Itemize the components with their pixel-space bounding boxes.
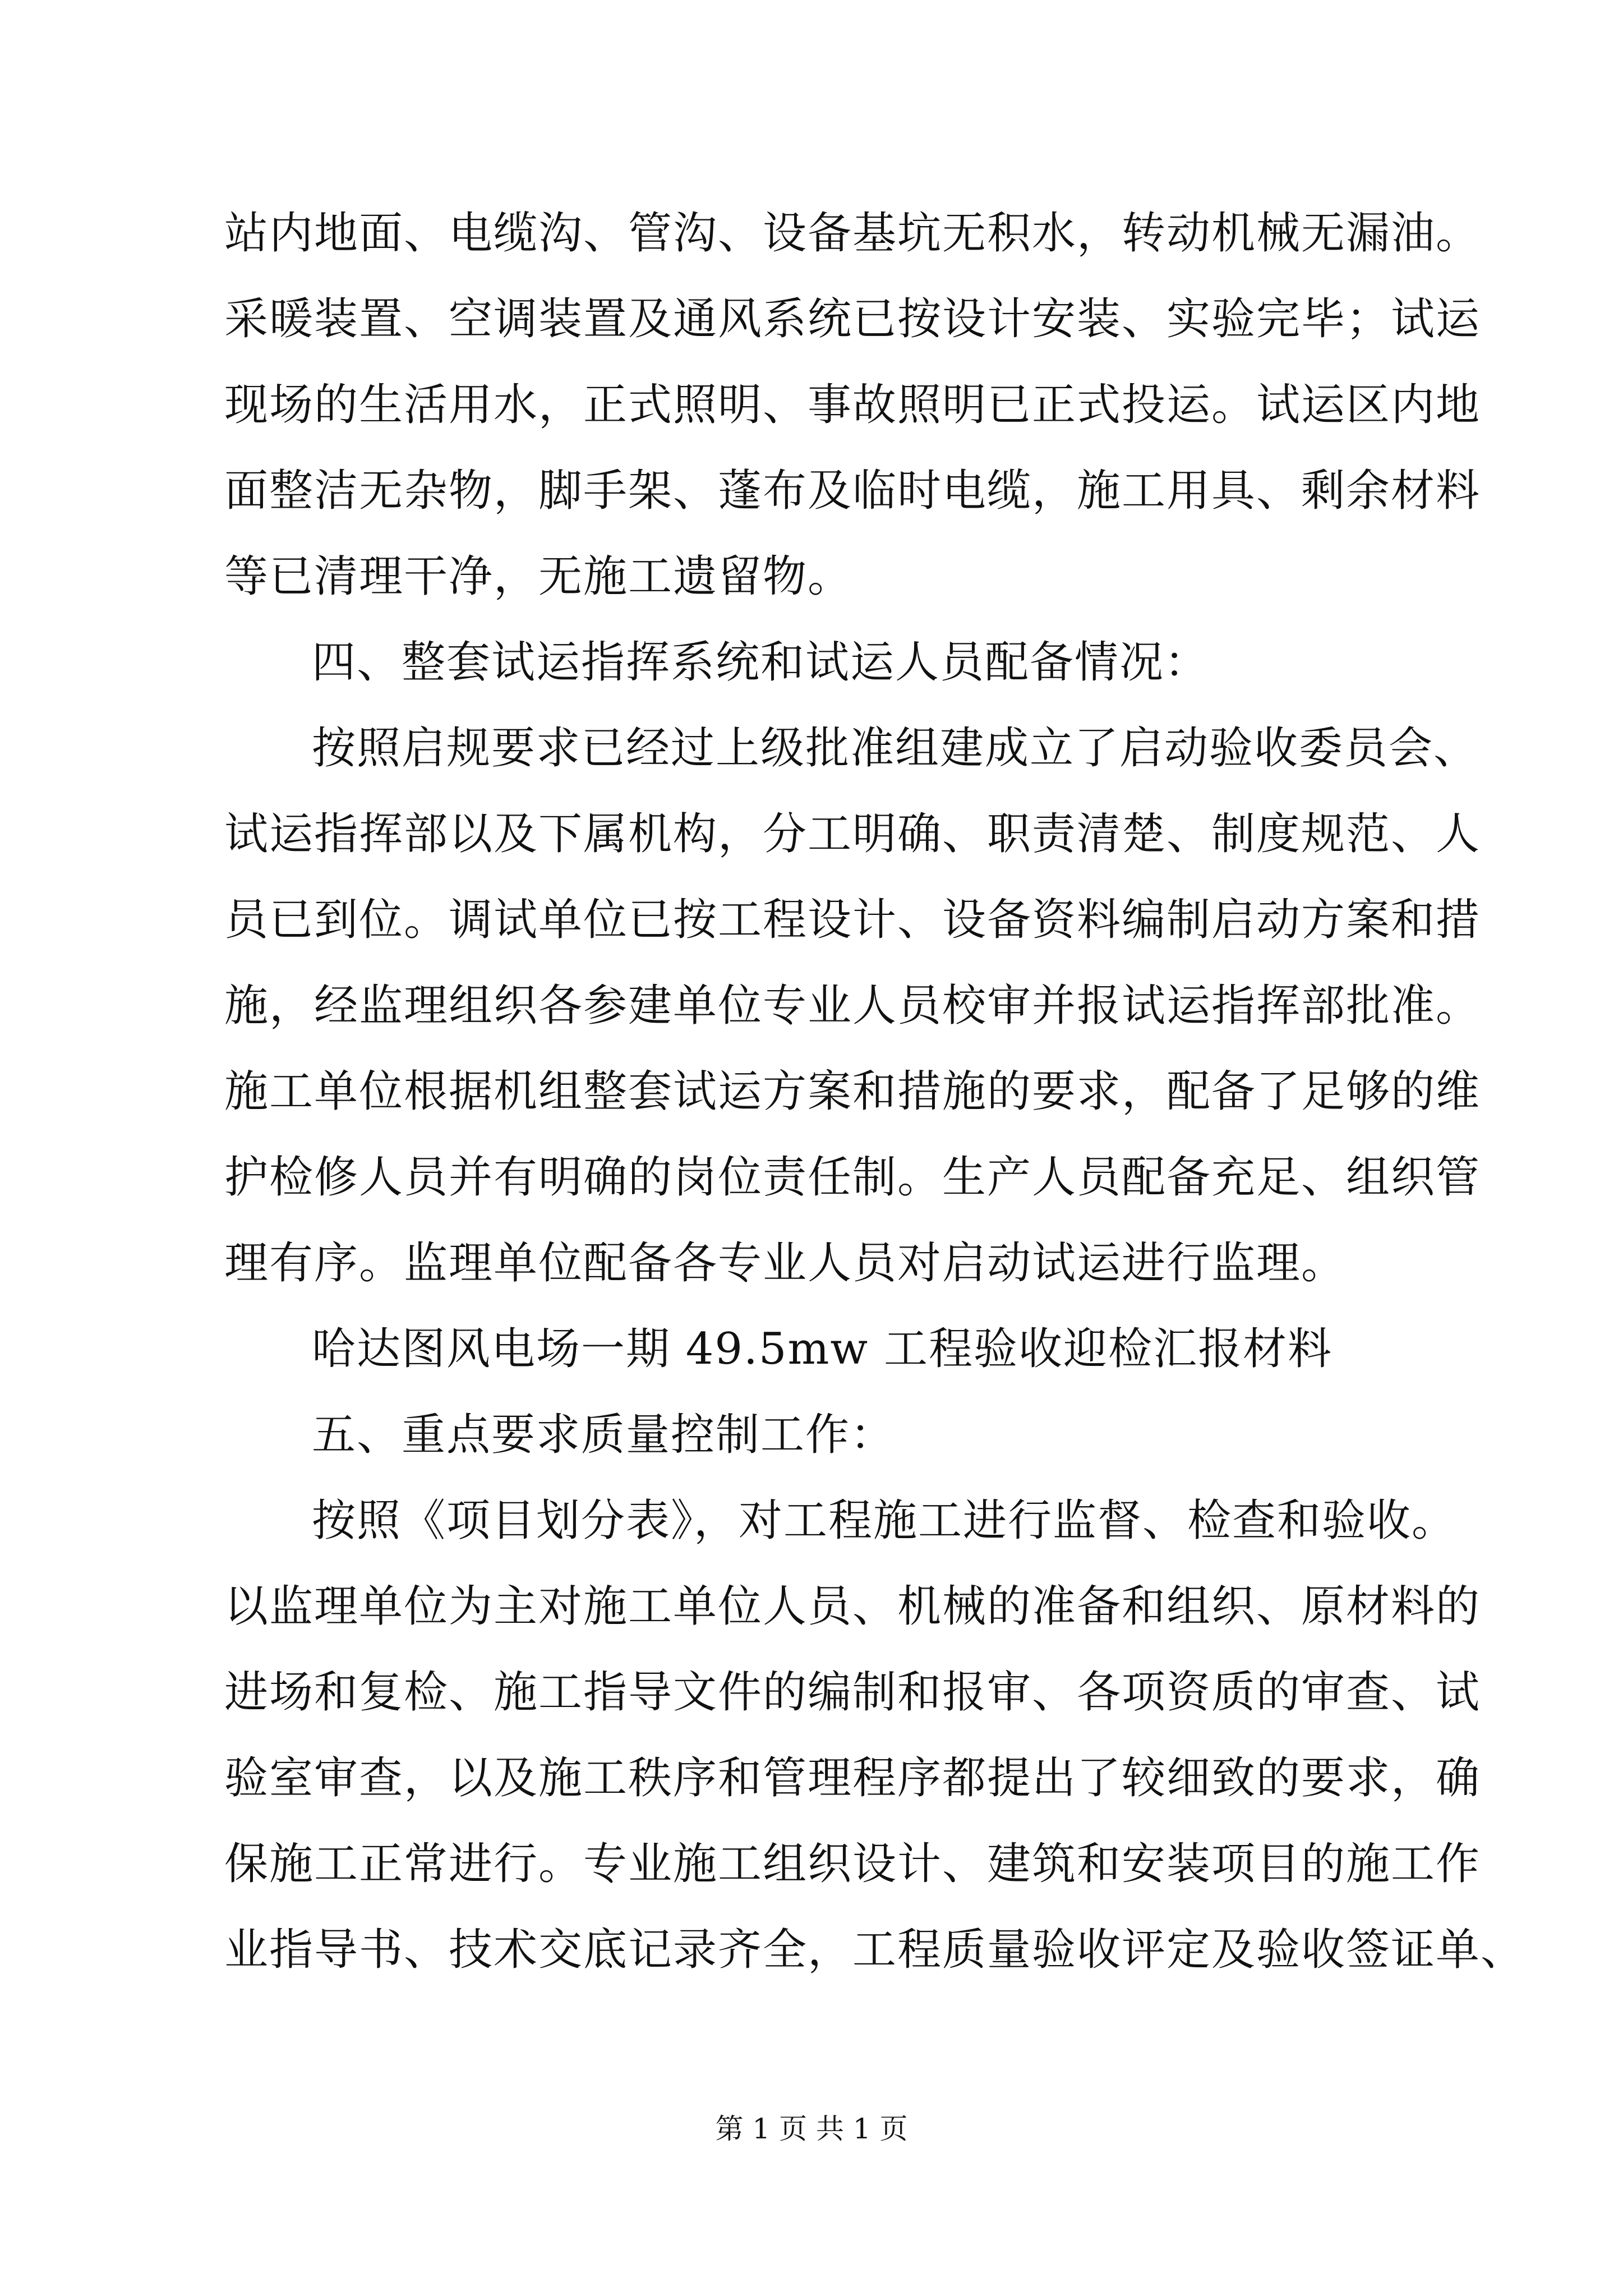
text-line: 施工单位根据机组整套试运方案和措施的要求，配备了足够的维 xyxy=(224,1066,1481,1117)
text-line: 试运指挥部以及下属机构，分工明确、职责清楚、制度规范、人 xyxy=(224,809,1481,859)
text-line: 验室审查，以及施工秩序和管理程序都提出了较细致的要求，确 xyxy=(224,1753,1481,1803)
text-line: 等已清理干净，无施工遗留物。 xyxy=(224,551,853,602)
text-line: 按照启规要求已经过上级批准组建成立了启动验收委员会、 xyxy=(312,723,1479,774)
text-line: 现场的生活用水，正式照明、事故照明已正式投运。试运区内地 xyxy=(224,380,1481,430)
text-line: 护检修人员并有明确的岗位责任制。生产人员配备充足、组织管 xyxy=(224,1152,1481,1203)
text-line: 施，经监理组织各参建单位专业人员校审并报试运指挥部批准。 xyxy=(224,981,1481,1031)
text-line: 以监理单位为主对施工单位人员、机械的准备和组织、原材料的 xyxy=(224,1581,1481,1632)
text-line: 面整洁无杂物，脚手架、蓬布及临时电缆，施工用具、剩余材料 xyxy=(224,466,1481,516)
page-number-footer: 第 1 页 共 1 页 xyxy=(715,2113,908,2145)
text-line: 业指导书、技术交底记录齐全，工程质量验收评定及验收签证单、 xyxy=(224,1925,1526,1975)
document-body xyxy=(224,191,1526,1993)
text-line: 员已到位。调试单位已按工程设计、设备资料编制启动方案和措 xyxy=(224,895,1481,945)
text-line: 采暖装置、空调装置及通风系统已按设计安装、实验完毕；试运 xyxy=(224,294,1481,344)
document-title-line: 哈达图风电场一期 49.5mw 工程验收迎检汇报材料 xyxy=(312,1324,1332,1374)
section-heading: 五、重点要求质量控制工作： xyxy=(312,1410,896,1460)
text-line: 进场和复检、施工指导文件的编制和报审、各项资质的审查、试 xyxy=(224,1667,1481,1718)
text-line: 保施工正常进行。专业施工组织设计、建筑和安装项目的施工作 xyxy=(224,1839,1481,1889)
text-line: 理有序。监理单位配备各专业人员对启动试运进行监理。 xyxy=(224,1238,1347,1289)
text-line: 按照《项目划分表》，对工程施工进行监督、检查和验收。 xyxy=(312,1496,1457,1546)
text-line: 站内地面、电缆沟、管沟、设备基坑无积水，转动机械无漏油。 xyxy=(224,208,1481,259)
section-heading: 四、整套试运指挥系统和试运人员配备情况： xyxy=(312,637,1210,688)
